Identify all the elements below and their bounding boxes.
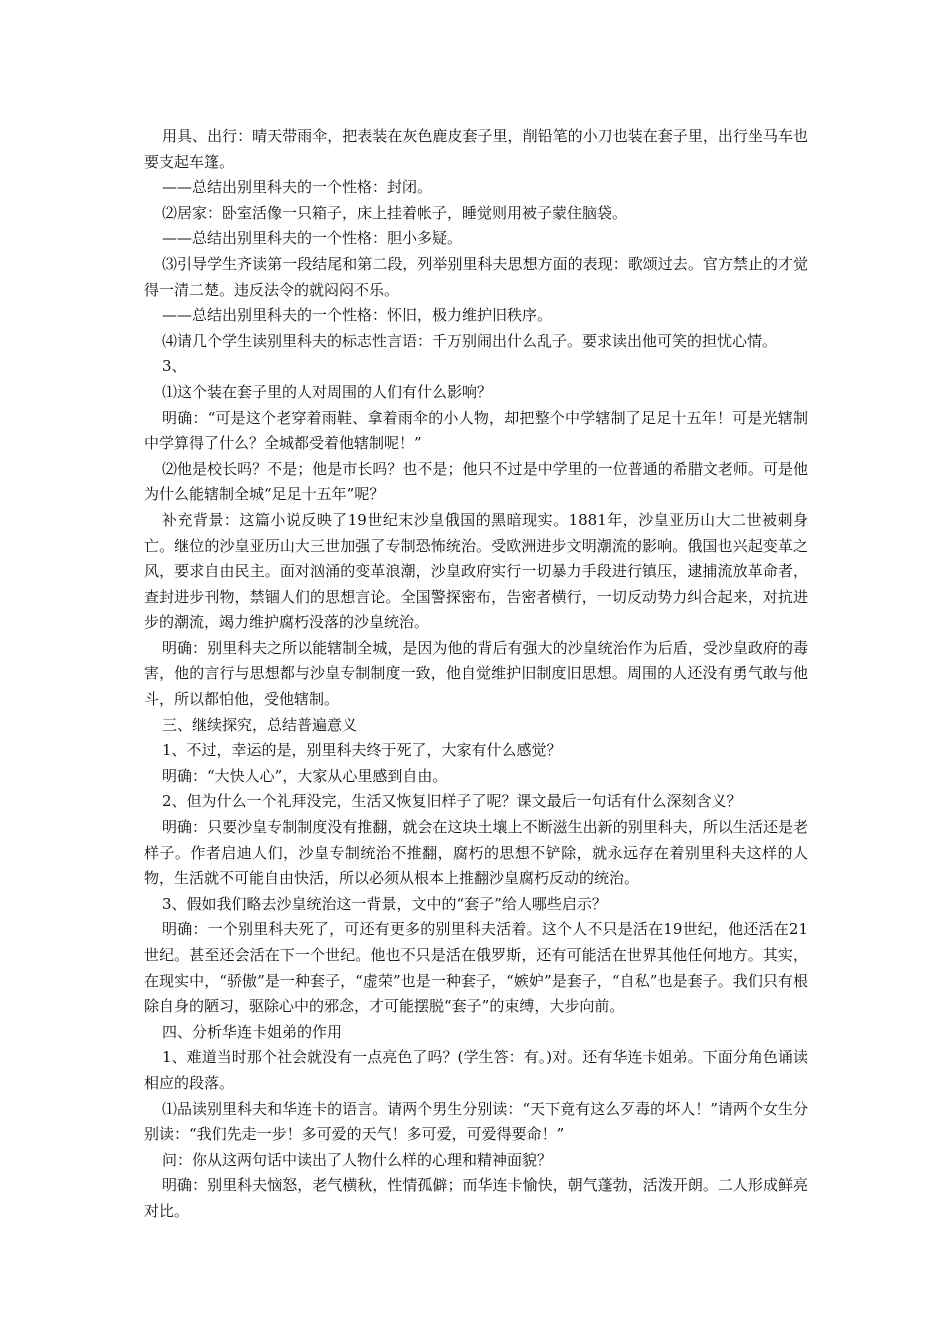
paragraph: 3、假如我们略去沙皇统治这一背景，文中的“套子”给人哪些启示？ <box>162 894 607 913</box>
section-number: 3、 <box>162 357 187 376</box>
paragraph: ⑵居家：卧室活像一只箱子，床上挂着帐子，睡觉则用被子蒙住脑袋。 <box>162 203 628 222</box>
paragraph: 问：你从这两句话中读出了人物什么样的心理和精神面貌？ <box>162 1150 553 1169</box>
paragraph: ——总结出别里科夫的一个性格：胆小多疑。 <box>162 229 463 248</box>
paragraph: 1、难道当时那个社会就没有一点亮色了吗？(学生答：有。)对。还有华连卡姐弟。下面分角色诵读相应的段落。 <box>144 1048 808 1092</box>
paragraph: 1、不过，幸运的是，别里科夫终于死了，大家有什么感觉？ <box>162 741 562 760</box>
section-heading: 三、继续探究，总结普遍意义 <box>162 715 358 734</box>
paragraph: 用具、出行：晴天带雨伞，把表装在灰色鹿皮套子里，削铅笔的小刀也装在套子里，出行坐马车也要支起车篷。 <box>144 127 808 171</box>
document-body <box>144 124 808 1225</box>
paragraph: ——总结出别里科夫的一个性格：封闭。 <box>162 178 433 197</box>
paragraph: ⑴这个装在套子里的人对周围的人们有什么影响？ <box>162 382 493 401</box>
paragraph: ⑵他是校长吗？不是；他是市长吗？也不是；他只不过是中学里的一位普通的希腊文老师。可是他为什么能辖制全城“足足十五年”呢？ <box>144 459 808 504</box>
paragraph: 补充背景：这篇小说反映了19世纪末沙皇俄国的黑暗现实。1881年，沙皇亚历山大二世被刺身亡。继位的沙皇亚历山大三世加强了专制恐怖统治。受欧洲进步文明潮流的影响。俄国也兴起变革之风，要求自由民主。面对汹涌的变革浪潮，沙皇政府实行一切暴力手段进行镇压，逮捕流放革命者，查封进步刊物，禁锢人们的思想言论。全国警探密布，告密者横行，一切反动势力纠合起来，对抗进步的潮流，竭力维护腐朽没落的沙皇统治。 <box>144 510 808 632</box>
paragraph: ——总结出别里科夫的一个性格：怀旧，极力维护旧秩序。 <box>162 306 553 325</box>
paragraph: ⑶引导学生齐读第一段结尾和第二段，列举别里科夫思想方面的表现：歌颂过去。官方禁止的才觉得一清二楚。违反法令的就闷闷不乐。 <box>144 254 808 299</box>
paragraph: 2、但为什么一个礼拜没完，生活又恢复旧样子了呢？课文最后一句话有什么深刻含义？ <box>162 792 742 811</box>
paragraph: ⑴品读别里科夫和华连卡的语言。请两个男生分别读：“天下竟有这么歹毒的坏人！”请两个女生分别读：“我们先走一步！多可爱的天气！多可爱，可爱得要命！” <box>144 1099 808 1144</box>
paragraph: 明确：只要沙皇专制制度没有推翻，就会在这块土壤上不断滋生出新的别里科夫，所以生活还是老样子。作者启迪人们，沙皇专制统治不推翻，腐朽的思想不铲除，就永远存在着别里科夫这样的人物，生活就不可能自由快活，所以必须从根本上推翻沙皇腐朽反动的统治。 <box>144 818 808 888</box>
paragraph: 明确：别里科夫恼怒，老气横秋，性情孤僻；而华连卡愉快，朝气蓬勃，活泼开朗。二人形成鲜亮对比。 <box>144 1176 808 1220</box>
paragraph: 明确：“可是这个老穿着雨鞋、拿着雨伞的小人物，却把整个中学辖制了足足十五年！可是光辖制中学算得了什么？全城都受着他辖制呢！” <box>144 408 808 453</box>
paragraph: ⑷请几个学生读别里科夫的标志性言语：千万别闹出什么乱子。要求读出他可笑的担忧心情。 <box>162 331 778 350</box>
paragraph: 明确：别里科夫之所以能辖制全城，是因为他的背后有强大的沙皇统治作为后盾，受沙皇政府的毒害，他的言行与思想都与沙皇专制制度一致，他自觉维护旧制度旧思想。周围的人还没有勇气敢与他斗，所以都怕他，受他辖制。 <box>144 638 808 709</box>
paragraph: 明确：“大快人心”，大家从心里感到自由。 <box>162 766 448 785</box>
paragraph: 明确：一个别里科夫死了，可还有更多的别里科夫活着。这个人不只是活在19世纪，他还活在21世纪。甚至还会活在下一个世纪。他也不只是活在俄罗斯，还有可能活在世界其他任何地方。其实，在现实中，“骄傲”是一种套子，“虚荣”也是一种套子，“嫉妒”是套子，“自私”也是套子。我们只有根除自身的陋习，驱除心中的邪念，才可能摆脱“套子”的束缚，大步向前。 <box>144 920 808 1016</box>
section-heading: 四、分析华连卡姐弟的作用 <box>162 1022 343 1041</box>
